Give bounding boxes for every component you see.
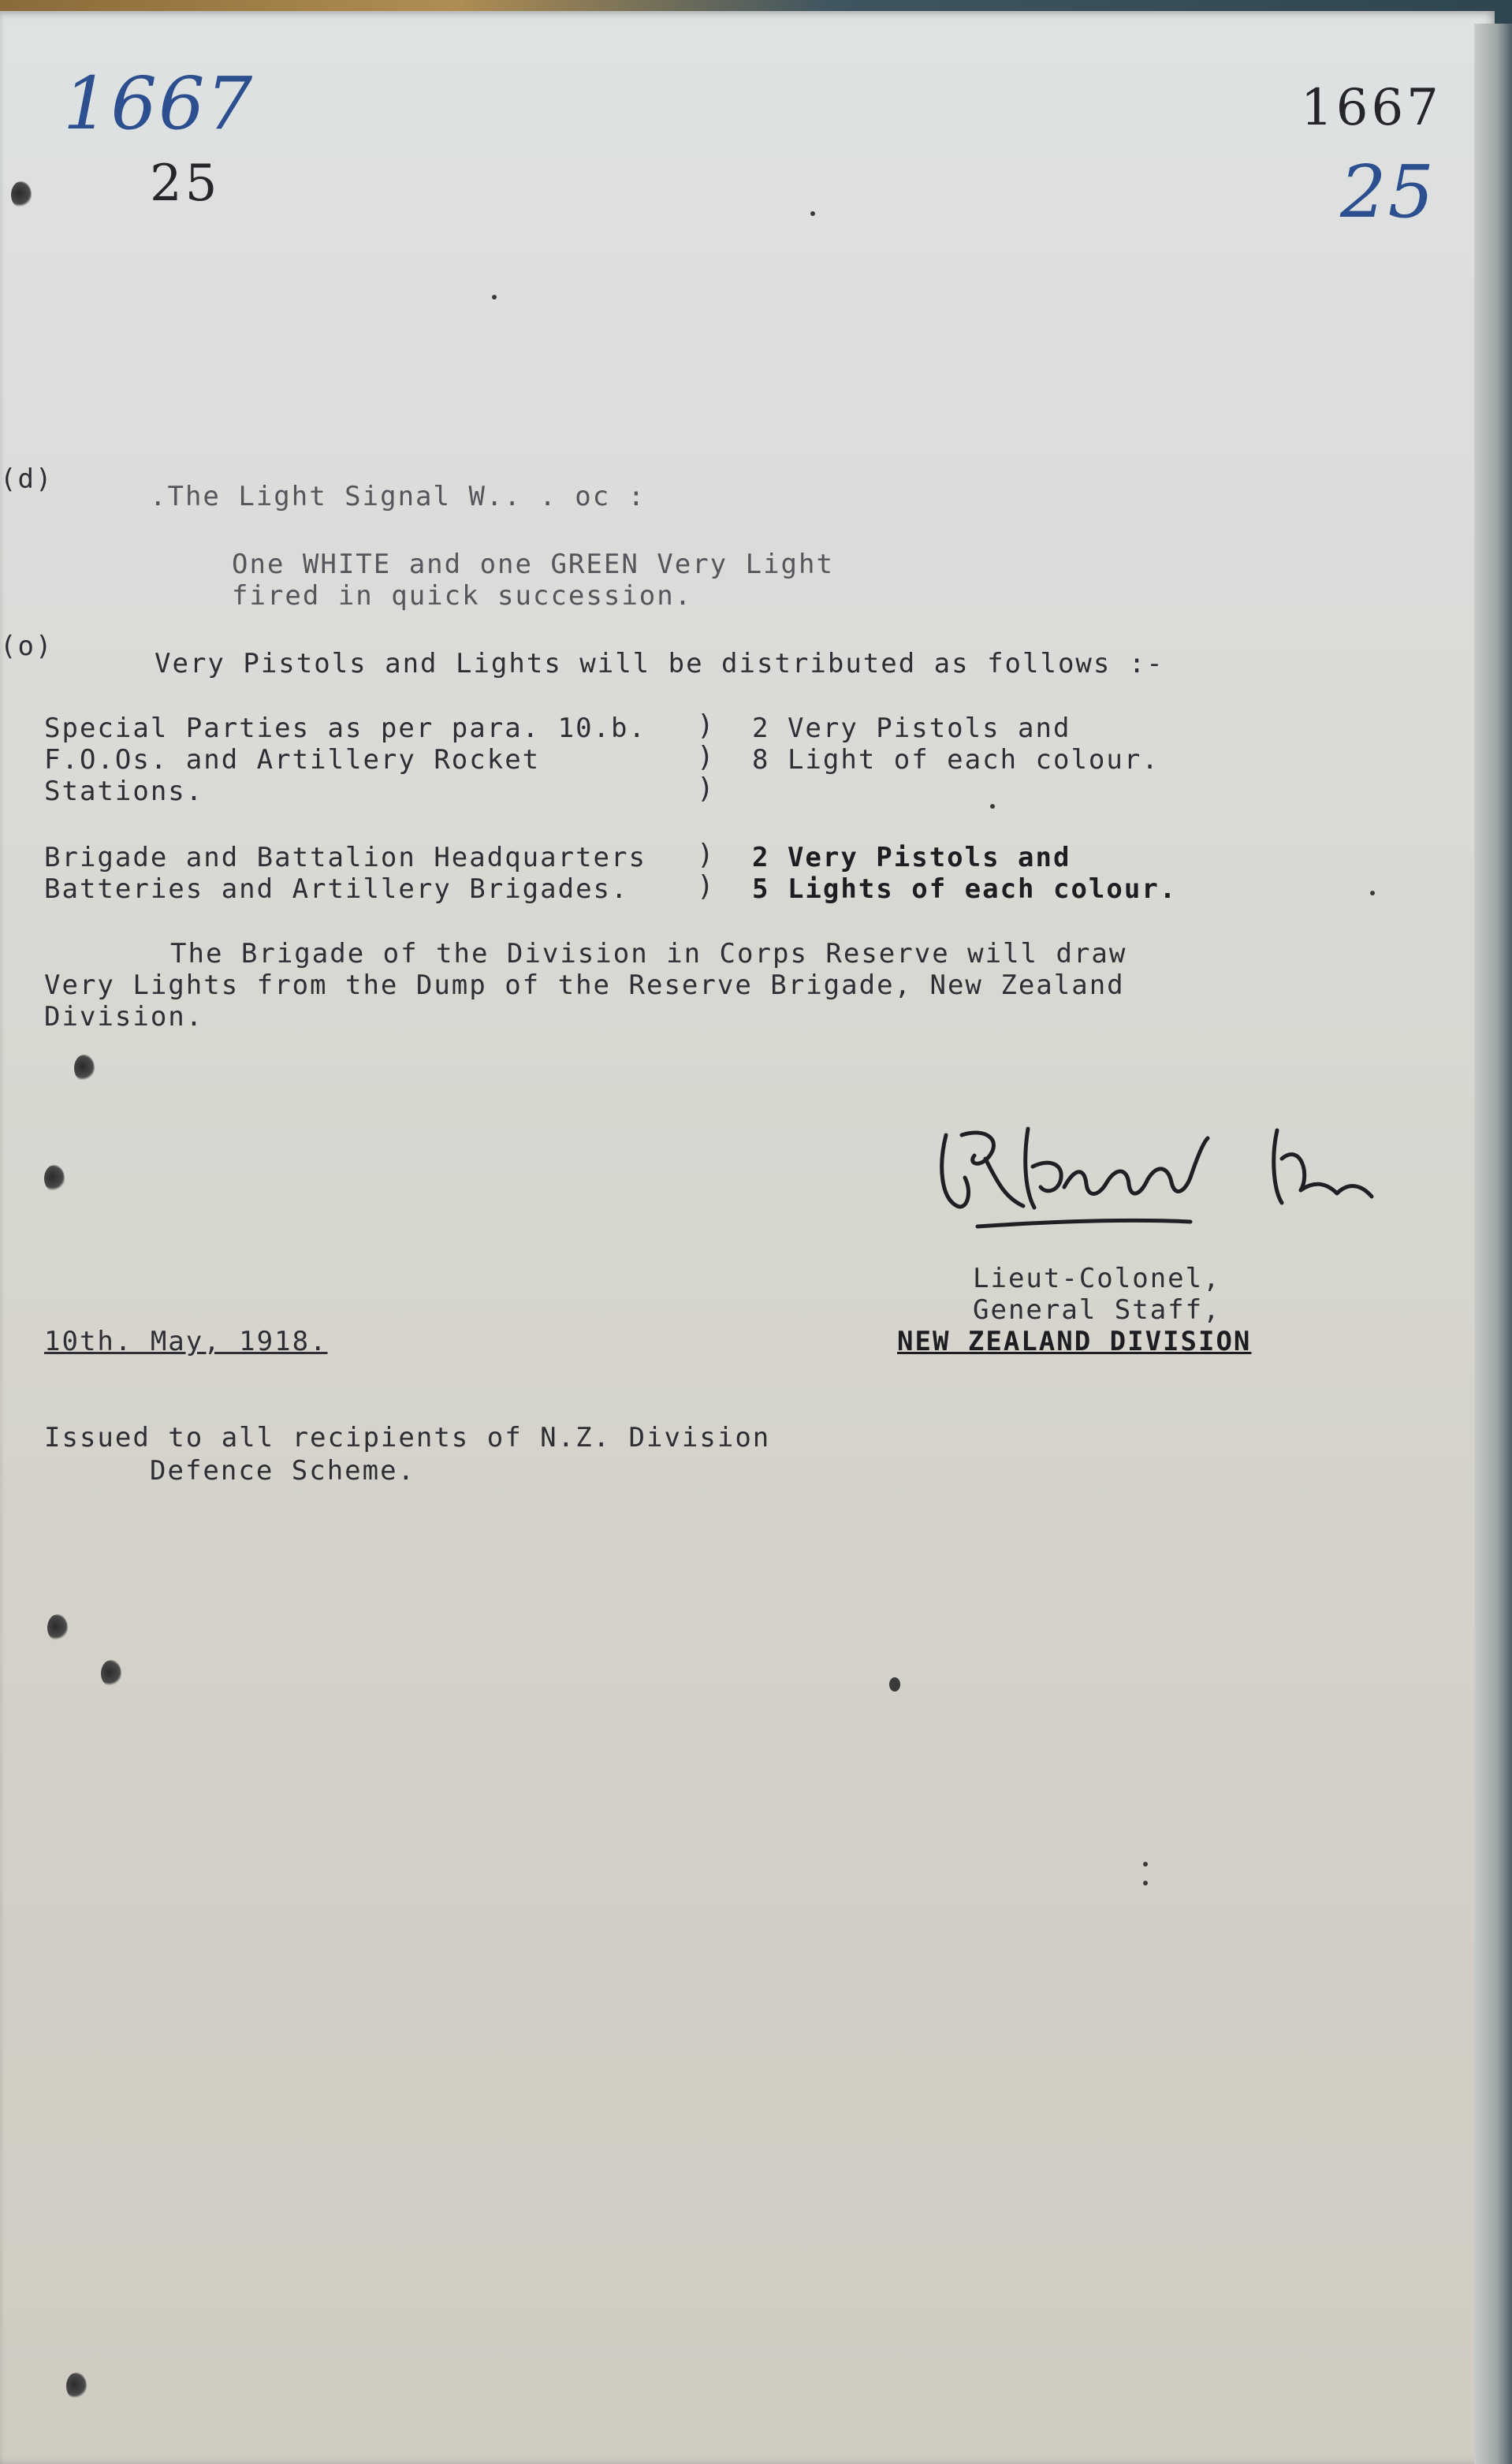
distribution-1-left-2: F.O.Os. and Artillery Rocket bbox=[44, 744, 541, 776]
distribution-2-left-2: Batteries and Artillery Brigades. bbox=[44, 873, 629, 905]
distribution-2-right-2: 5 Lights of each colour. bbox=[752, 873, 1178, 905]
handwritten-number-top-right: 25 bbox=[1340, 150, 1436, 234]
brace-2: ) bbox=[697, 839, 714, 871]
distribution-2-left-1: Brigade and Battalion Headquarters bbox=[44, 842, 646, 873]
distribution-1-right-1: 2 Very Pistols and bbox=[752, 713, 1071, 744]
punch-hole-5 bbox=[101, 1660, 121, 1687]
punch-hole-1 bbox=[11, 181, 32, 208]
section-d-line-2: fired in quick succession. bbox=[232, 580, 693, 612]
section-e-heading: Very Pistols and Lights will be distributed as follows :- bbox=[155, 648, 1164, 679]
handwritten-signature bbox=[930, 1111, 1403, 1261]
distribution-1-right-2: 8 Light of each colour. bbox=[752, 744, 1160, 776]
section-d-marker: (d) bbox=[0, 463, 54, 495]
signature-staff: General Staff, bbox=[973, 1294, 1221, 1326]
ink-speck bbox=[1143, 1862, 1148, 1867]
brace-2b: ) bbox=[697, 870, 714, 903]
ink-speck bbox=[1370, 891, 1375, 895]
handwritten-number-top-left: 1667 bbox=[63, 61, 255, 146]
brace-1c: ) bbox=[697, 772, 714, 805]
distribution-1-left-1: Special Parties as per para. 10.b. bbox=[44, 713, 646, 744]
document-date: 10th. May, 1918. bbox=[44, 1326, 328, 1357]
section-e-marker: (o) bbox=[0, 631, 54, 662]
paragraph-line-2: Very Lights from the Dump of the Reserve Brigade, New Zealand bbox=[44, 970, 1125, 1001]
punch-hole-4 bbox=[47, 1614, 68, 1641]
paragraph-line-1: The Brigade of the Division in Corps Reserve will draw bbox=[170, 938, 1127, 970]
signature-division: NEW ZEALAND DIVISION bbox=[897, 1326, 1252, 1357]
section-d-line-1: One WHITE and one GREEN Very Light bbox=[232, 549, 834, 580]
issued-line-2: Defence Scheme. bbox=[150, 1455, 416, 1487]
ink-speck bbox=[492, 295, 497, 300]
punch-hole-6 bbox=[66, 2373, 87, 2399]
ink-speck bbox=[810, 211, 815, 216]
ink-speck bbox=[990, 804, 995, 809]
stamped-number-top-left: 25 bbox=[150, 154, 221, 213]
stamped-number-top-right: 1667 bbox=[1301, 79, 1442, 137]
paragraph-line-3: Division. bbox=[44, 1001, 204, 1033]
section-d-heading: .The Light Signal W.. . oc : bbox=[150, 481, 646, 512]
ink-speck bbox=[1143, 1881, 1148, 1885]
sheet-edge bbox=[1474, 24, 1512, 2464]
brace-1: ) bbox=[697, 709, 714, 742]
distribution-2-right-1: 2 Very Pistols and bbox=[752, 842, 1071, 873]
distribution-1-left-3: Stations. bbox=[44, 776, 204, 807]
issued-line-1: Issued to all recipients of N.Z. Division bbox=[44, 1422, 771, 1453]
punch-hole-3 bbox=[44, 1165, 65, 1192]
ink-speck bbox=[889, 1677, 900, 1692]
brace-1b: ) bbox=[697, 741, 714, 773]
signature-rank: Lieut-Colonel, bbox=[973, 1263, 1221, 1294]
punch-hole-2 bbox=[74, 1055, 95, 1081]
